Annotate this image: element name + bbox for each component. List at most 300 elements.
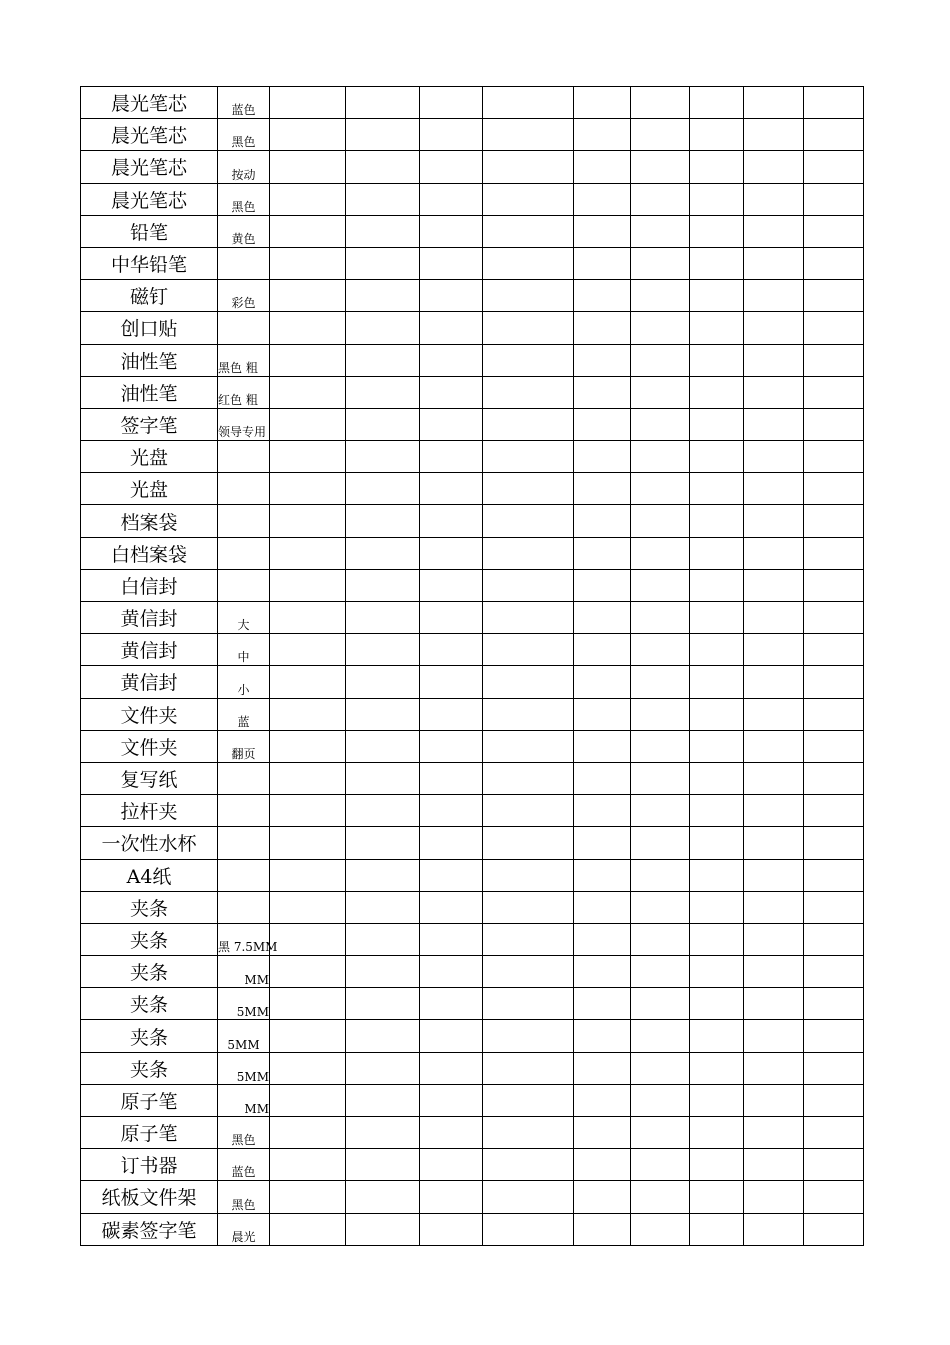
- empty-cell: [420, 312, 483, 344]
- empty-cell: [483, 376, 574, 408]
- empty-cell: [744, 441, 804, 473]
- empty-cell: [270, 730, 346, 762]
- empty-cell: [631, 569, 690, 601]
- item-name-cell: 晨光笔芯: [81, 87, 218, 119]
- item-name-cell: 夹条: [81, 988, 218, 1020]
- item-name-cell: 中华铅笔: [81, 247, 218, 279]
- empty-cell: [270, 634, 346, 666]
- empty-cell: [690, 1181, 744, 1213]
- empty-cell: [346, 730, 420, 762]
- empty-cell: [631, 312, 690, 344]
- empty-cell: [744, 698, 804, 730]
- empty-cell: [270, 376, 346, 408]
- empty-cell: [420, 891, 483, 923]
- empty-cell: [690, 408, 744, 440]
- item-name-cell: 磁钉: [81, 280, 218, 312]
- empty-cell: [420, 183, 483, 215]
- empty-cell: [346, 247, 420, 279]
- empty-cell: [690, 151, 744, 183]
- empty-cell: [804, 119, 864, 151]
- table-row: [81, 1084, 864, 1116]
- table-row: [81, 1213, 864, 1245]
- empty-cell: [690, 730, 744, 762]
- item-name-cell: 黄信封: [81, 666, 218, 698]
- empty-cell: [483, 988, 574, 1020]
- empty-cell: [346, 1084, 420, 1116]
- empty-cell: [744, 312, 804, 344]
- empty-cell: [804, 1084, 864, 1116]
- empty-cell: [804, 923, 864, 955]
- empty-cell: [270, 602, 346, 634]
- empty-cell: [420, 344, 483, 376]
- empty-cell: [270, 762, 346, 794]
- empty-cell: [420, 1052, 483, 1084]
- empty-cell: [483, 891, 574, 923]
- empty-cell: [574, 988, 631, 1020]
- empty-cell: [346, 215, 420, 247]
- empty-cell: [690, 344, 744, 376]
- empty-cell: [574, 1213, 631, 1245]
- empty-cell: [574, 666, 631, 698]
- item-name-cell: 拉杆夹: [81, 795, 218, 827]
- empty-cell: [270, 505, 346, 537]
- empty-cell: [804, 602, 864, 634]
- empty-cell: [574, 441, 631, 473]
- empty-cell: [744, 762, 804, 794]
- item-spec-cell: [218, 795, 270, 827]
- empty-cell: [631, 183, 690, 215]
- empty-cell: [690, 473, 744, 505]
- empty-cell: [420, 151, 483, 183]
- empty-cell: [483, 473, 574, 505]
- empty-cell: [483, 537, 574, 569]
- empty-cell: [346, 537, 420, 569]
- item-spec-cell: 蓝色: [218, 1149, 270, 1181]
- empty-cell: [690, 698, 744, 730]
- empty-cell: [483, 183, 574, 215]
- empty-cell: [631, 762, 690, 794]
- item-spec-cell: 黑 7.5MM: [218, 923, 270, 955]
- empty-cell: [346, 280, 420, 312]
- table-row: [81, 344, 864, 376]
- empty-cell: [270, 795, 346, 827]
- item-spec-cell: [218, 441, 270, 473]
- empty-cell: [690, 666, 744, 698]
- table-row: [81, 569, 864, 601]
- empty-cell: [270, 891, 346, 923]
- empty-cell: [420, 505, 483, 537]
- empty-cell: [270, 344, 346, 376]
- item-name-cell: 晨光笔芯: [81, 183, 218, 215]
- empty-cell: [270, 87, 346, 119]
- empty-cell: [420, 956, 483, 988]
- empty-cell: [483, 956, 574, 988]
- empty-cell: [483, 1020, 574, 1052]
- empty-cell: [346, 891, 420, 923]
- item-name-cell: 创口贴: [81, 312, 218, 344]
- empty-cell: [744, 151, 804, 183]
- item-name-cell: 复写纸: [81, 762, 218, 794]
- empty-cell: [420, 698, 483, 730]
- item-spec-cell: [218, 891, 270, 923]
- empty-cell: [270, 1181, 346, 1213]
- empty-cell: [420, 1084, 483, 1116]
- empty-cell: [690, 537, 744, 569]
- empty-cell: [270, 956, 346, 988]
- empty-cell: [804, 891, 864, 923]
- empty-cell: [744, 634, 804, 666]
- empty-cell: [574, 956, 631, 988]
- empty-cell: [483, 312, 574, 344]
- empty-cell: [804, 859, 864, 891]
- table-row: [81, 1020, 864, 1052]
- item-name-cell: 签字笔: [81, 408, 218, 440]
- table-row: [81, 698, 864, 730]
- item-spec-cell: 黑色: [218, 183, 270, 215]
- empty-cell: [804, 795, 864, 827]
- empty-cell: [346, 923, 420, 955]
- empty-cell: [346, 1213, 420, 1245]
- empty-cell: [690, 1052, 744, 1084]
- table-row: [81, 151, 864, 183]
- item-name-cell: 黄信封: [81, 634, 218, 666]
- empty-cell: [483, 505, 574, 537]
- empty-cell: [483, 1213, 574, 1245]
- empty-cell: [270, 988, 346, 1020]
- empty-cell: [631, 1020, 690, 1052]
- empty-cell: [804, 1052, 864, 1084]
- empty-cell: [631, 473, 690, 505]
- empty-cell: [270, 441, 346, 473]
- empty-cell: [690, 87, 744, 119]
- item-name-cell: 原子笔: [81, 1084, 218, 1116]
- empty-cell: [483, 602, 574, 634]
- empty-cell: [804, 762, 864, 794]
- item-name-cell: 夹条: [81, 891, 218, 923]
- table-row: [81, 183, 864, 215]
- empty-cell: [420, 280, 483, 312]
- item-spec-cell: 5MM: [218, 988, 270, 1020]
- empty-cell: [483, 119, 574, 151]
- empty-cell: [270, 537, 346, 569]
- item-name-cell: 文件夹: [81, 730, 218, 762]
- empty-cell: [420, 634, 483, 666]
- empty-cell: [744, 923, 804, 955]
- empty-cell: [631, 280, 690, 312]
- empty-cell: [574, 247, 631, 279]
- item-spec-cell: MM: [218, 956, 270, 988]
- table-row: [81, 859, 864, 891]
- empty-cell: [804, 247, 864, 279]
- empty-cell: [744, 859, 804, 891]
- empty-cell: [574, 634, 631, 666]
- empty-cell: [270, 183, 346, 215]
- table-row: [81, 119, 864, 151]
- empty-cell: [804, 569, 864, 601]
- item-name-cell: 夹条: [81, 1052, 218, 1084]
- table-row: [81, 247, 864, 279]
- empty-cell: [420, 1117, 483, 1149]
- empty-cell: [574, 215, 631, 247]
- empty-cell: [346, 569, 420, 601]
- empty-cell: [574, 891, 631, 923]
- item-spec-cell: [218, 505, 270, 537]
- item-name-cell: 晨光笔芯: [81, 119, 218, 151]
- empty-cell: [574, 730, 631, 762]
- empty-cell: [744, 795, 804, 827]
- item-spec-cell: [218, 827, 270, 859]
- empty-cell: [483, 215, 574, 247]
- empty-cell: [744, 891, 804, 923]
- empty-cell: [690, 795, 744, 827]
- empty-cell: [420, 376, 483, 408]
- empty-cell: [346, 376, 420, 408]
- empty-cell: [270, 408, 346, 440]
- empty-cell: [690, 859, 744, 891]
- empty-cell: [744, 1149, 804, 1181]
- empty-cell: [346, 312, 420, 344]
- empty-cell: [346, 505, 420, 537]
- empty-cell: [574, 344, 631, 376]
- empty-cell: [420, 215, 483, 247]
- empty-cell: [744, 119, 804, 151]
- empty-cell: [346, 859, 420, 891]
- empty-cell: [690, 376, 744, 408]
- empty-cell: [804, 505, 864, 537]
- empty-cell: [270, 666, 346, 698]
- item-spec-cell: 领导专用: [218, 408, 270, 440]
- item-spec-cell: 按动: [218, 151, 270, 183]
- table-row: [81, 280, 864, 312]
- empty-cell: [804, 1117, 864, 1149]
- empty-cell: [420, 666, 483, 698]
- empty-cell: [631, 1052, 690, 1084]
- item-spec-cell: 彩色: [218, 280, 270, 312]
- item-spec-cell: 蓝: [218, 698, 270, 730]
- empty-cell: [690, 956, 744, 988]
- empty-cell: [420, 119, 483, 151]
- empty-cell: [744, 1084, 804, 1116]
- empty-cell: [744, 602, 804, 634]
- empty-cell: [270, 119, 346, 151]
- empty-cell: [804, 956, 864, 988]
- empty-cell: [574, 827, 631, 859]
- empty-cell: [744, 827, 804, 859]
- item-spec-cell: [218, 537, 270, 569]
- empty-cell: [804, 634, 864, 666]
- item-spec-cell: 红色 粗: [218, 376, 270, 408]
- empty-cell: [483, 1149, 574, 1181]
- supplies-table: [80, 86, 864, 1246]
- empty-cell: [483, 859, 574, 891]
- empty-cell: [804, 473, 864, 505]
- empty-cell: [346, 698, 420, 730]
- empty-cell: [631, 602, 690, 634]
- table-row: [81, 1117, 864, 1149]
- empty-cell: [270, 151, 346, 183]
- empty-cell: [744, 408, 804, 440]
- empty-cell: [804, 183, 864, 215]
- empty-cell: [690, 569, 744, 601]
- item-name-cell: 光盘: [81, 441, 218, 473]
- empty-cell: [346, 1117, 420, 1149]
- empty-cell: [744, 1181, 804, 1213]
- empty-cell: [574, 762, 631, 794]
- empty-cell: [631, 730, 690, 762]
- empty-cell: [690, 1117, 744, 1149]
- empty-cell: [483, 698, 574, 730]
- empty-cell: [744, 215, 804, 247]
- empty-cell: [574, 569, 631, 601]
- empty-cell: [270, 215, 346, 247]
- empty-cell: [346, 988, 420, 1020]
- empty-cell: [574, 312, 631, 344]
- table-row: [81, 666, 864, 698]
- table-row: [81, 215, 864, 247]
- empty-cell: [270, 1117, 346, 1149]
- empty-cell: [631, 1117, 690, 1149]
- empty-cell: [346, 183, 420, 215]
- empty-cell: [270, 247, 346, 279]
- empty-cell: [804, 1020, 864, 1052]
- empty-cell: [804, 730, 864, 762]
- empty-cell: [346, 87, 420, 119]
- empty-cell: [483, 87, 574, 119]
- empty-cell: [346, 408, 420, 440]
- empty-cell: [690, 183, 744, 215]
- item-name-cell: 光盘: [81, 473, 218, 505]
- empty-cell: [420, 730, 483, 762]
- empty-cell: [631, 344, 690, 376]
- empty-cell: [270, 1052, 346, 1084]
- empty-cell: [804, 827, 864, 859]
- empty-cell: [483, 344, 574, 376]
- empty-cell: [804, 87, 864, 119]
- empty-cell: [574, 473, 631, 505]
- empty-cell: [690, 441, 744, 473]
- item-spec-cell: 黑色: [218, 119, 270, 151]
- empty-cell: [483, 408, 574, 440]
- empty-cell: [574, 698, 631, 730]
- empty-cell: [631, 795, 690, 827]
- item-spec-cell: [218, 247, 270, 279]
- item-spec-cell: 大: [218, 602, 270, 634]
- empty-cell: [744, 183, 804, 215]
- empty-cell: [574, 151, 631, 183]
- empty-cell: [346, 795, 420, 827]
- empty-cell: [631, 119, 690, 151]
- item-spec-cell: 黄色: [218, 215, 270, 247]
- item-name-cell: 文件夹: [81, 698, 218, 730]
- empty-cell: [744, 280, 804, 312]
- table-row: [81, 441, 864, 473]
- item-name-cell: 夹条: [81, 1020, 218, 1052]
- empty-cell: [270, 1213, 346, 1245]
- table-body: [81, 87, 864, 1246]
- empty-cell: [804, 1149, 864, 1181]
- empty-cell: [574, 183, 631, 215]
- empty-cell: [574, 505, 631, 537]
- empty-cell: [690, 1213, 744, 1245]
- table-row: [81, 956, 864, 988]
- empty-cell: [270, 1020, 346, 1052]
- empty-cell: [420, 827, 483, 859]
- empty-cell: [574, 1052, 631, 1084]
- item-name-cell: 晨光笔芯: [81, 151, 218, 183]
- empty-cell: [483, 634, 574, 666]
- empty-cell: [631, 956, 690, 988]
- item-name-cell: 白信封: [81, 569, 218, 601]
- table-row: [81, 827, 864, 859]
- empty-cell: [420, 1020, 483, 1052]
- empty-cell: [690, 280, 744, 312]
- empty-cell: [631, 1084, 690, 1116]
- empty-cell: [346, 151, 420, 183]
- empty-cell: [804, 215, 864, 247]
- empty-cell: [690, 1020, 744, 1052]
- empty-cell: [690, 762, 744, 794]
- empty-cell: [804, 537, 864, 569]
- empty-cell: [804, 408, 864, 440]
- empty-cell: [631, 634, 690, 666]
- table-row: [81, 408, 864, 440]
- empty-cell: [574, 1149, 631, 1181]
- empty-cell: [420, 602, 483, 634]
- empty-cell: [744, 473, 804, 505]
- item-spec-cell: [218, 569, 270, 601]
- empty-cell: [483, 730, 574, 762]
- empty-cell: [631, 151, 690, 183]
- item-spec-cell: [218, 312, 270, 344]
- empty-cell: [804, 1213, 864, 1245]
- table-row: [81, 634, 864, 666]
- empty-cell: [690, 1084, 744, 1116]
- empty-cell: [346, 1181, 420, 1213]
- empty-cell: [483, 441, 574, 473]
- empty-cell: [631, 537, 690, 569]
- empty-cell: [631, 923, 690, 955]
- empty-cell: [574, 280, 631, 312]
- empty-cell: [270, 1084, 346, 1116]
- item-name-cell: 夹条: [81, 923, 218, 955]
- empty-cell: [420, 988, 483, 1020]
- empty-cell: [804, 312, 864, 344]
- item-spec-cell: [218, 762, 270, 794]
- table-row: [81, 505, 864, 537]
- empty-cell: [690, 505, 744, 537]
- item-name-cell: 黄信封: [81, 602, 218, 634]
- table-row: [81, 87, 864, 119]
- empty-cell: [346, 762, 420, 794]
- empty-cell: [270, 473, 346, 505]
- item-name-cell: 原子笔: [81, 1117, 218, 1149]
- item-spec-cell: 5MM: [218, 1052, 270, 1084]
- empty-cell: [804, 666, 864, 698]
- empty-cell: [690, 312, 744, 344]
- empty-cell: [744, 956, 804, 988]
- table-row: [81, 602, 864, 634]
- empty-cell: [744, 730, 804, 762]
- empty-cell: [420, 859, 483, 891]
- empty-cell: [631, 505, 690, 537]
- table-row: [81, 730, 864, 762]
- empty-cell: [744, 505, 804, 537]
- empty-cell: [574, 1084, 631, 1116]
- table-row: [81, 1149, 864, 1181]
- empty-cell: [346, 344, 420, 376]
- table-row: [81, 537, 864, 569]
- item-spec-cell: 5MM: [218, 1020, 270, 1052]
